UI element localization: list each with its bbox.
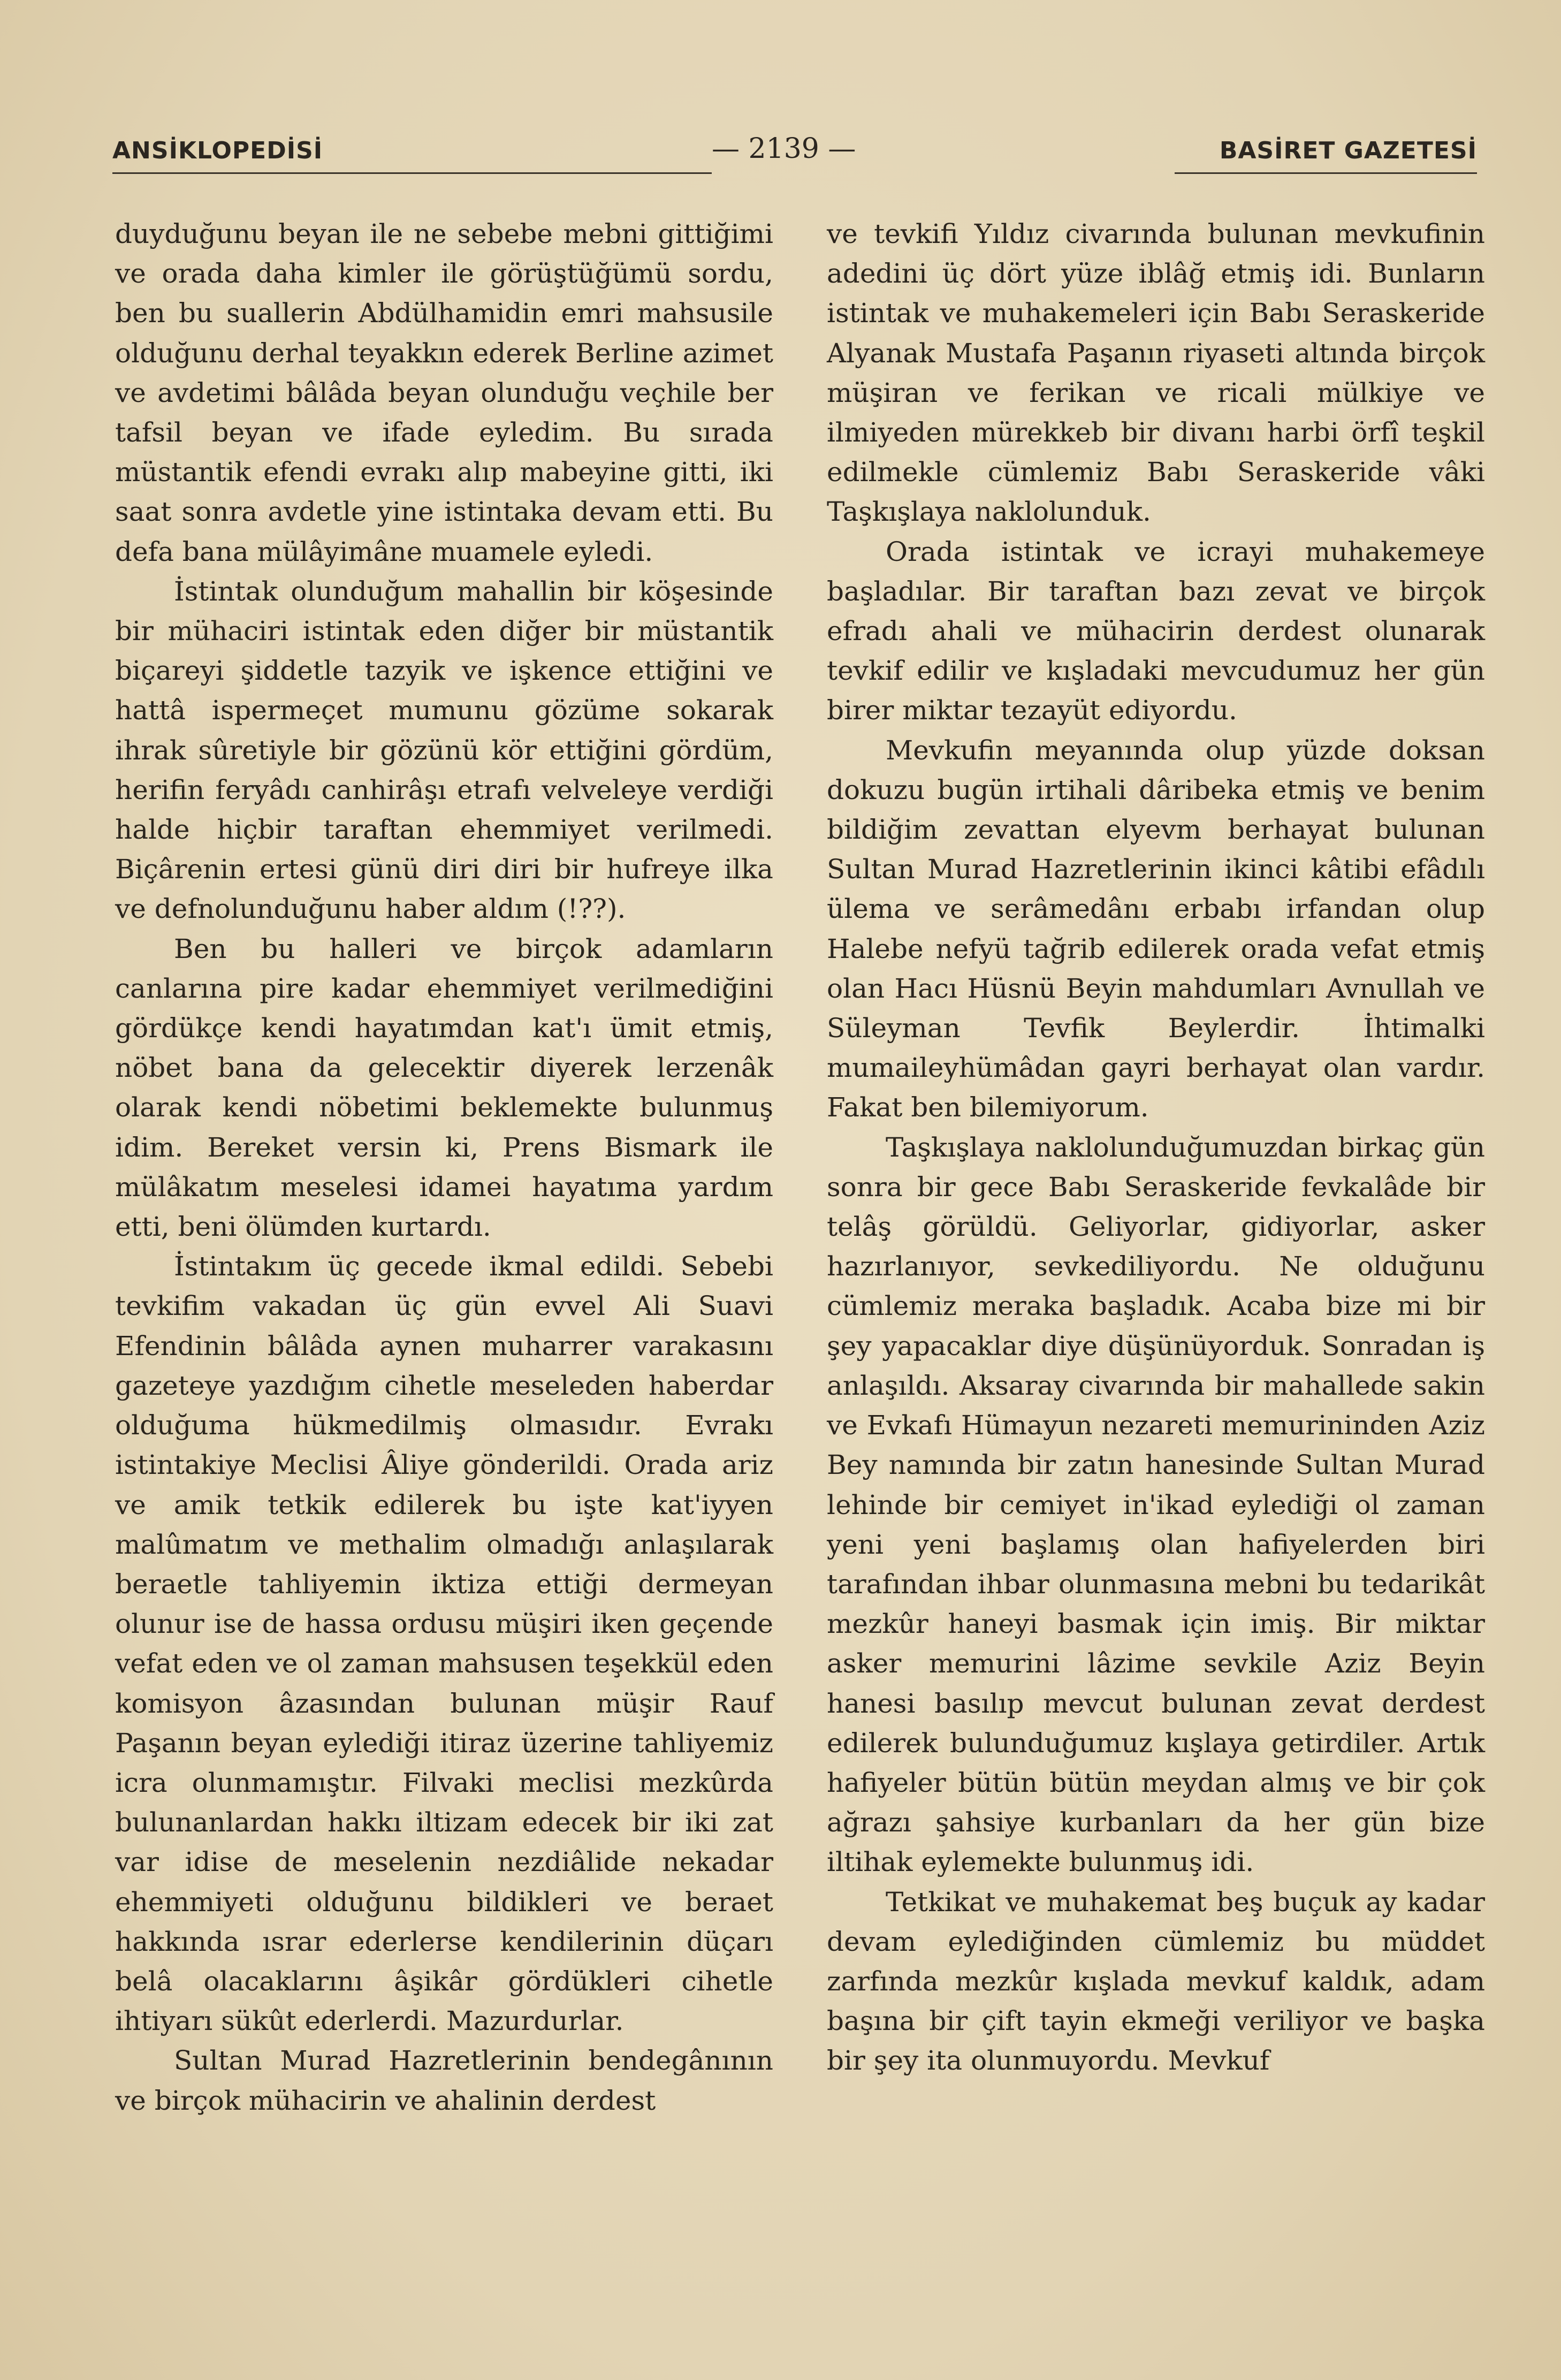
right-paragraph-1: ve tevkifi Yıldız civarında bulunan mevkufinin adedini üç dört yüze iblâğ etmiş idi. Bunların istintak ve muhakemeleri için Babı Seraskeride Alyanak Mustafa Paşanın riyaseti altında birçok müşiran ve ferikan ve ricali mülkiye ve ilmiyeden mürekkeb bir divanı harbi örfî teşkil edilmekle cümlemiz Babı Seraskeride vâki Taşkışlaya naklolunduk.	[827, 218, 1485, 528]
left-paragraph-3: Ben bu halleri ve birçok adamların canlarına pire kadar ehemmiyet verilmediğini gördükçe kendi hayatımdan kat'ı ümit etmiş, nöbet bana da gelecektir diyerek lerzenâk olarak kendi nöbetimi beklemekte bulunmuş idim. Bereket versin ki, Prens Bismark ile mülâkatım meselesi idamei hayatıma yardım etti, beni ölümden kurtardı.	[115, 933, 773, 1243]
left-paragraph-5: Sultan Murad Hazretlerinin bendegânının ve birçok mühacirin ve ahalinin derdest	[115, 2045, 773, 2116]
right-paragraph-3: Mevkufin meyanında olup yüzde doksan dokuzu bugün irtihali dâribeka etmiş ve benim bildiğim zevattan elyevm berhayat bulunan Sultan Murad Hazretlerinin ikinci kâtibi efâdılı ülema ve serâmedânı erbabı irfandan olup Halebe nefyü tağrib edilerek orada vefat etmiş olan Hacı Hüsnü Beyin mahdumları Avnullah ve Süleyman Tevfik Beylerdir. İhtimalki mumaileyhümâdan gayri berhayat olan vardır. Fakat ben bilemiyorum.	[827, 734, 1485, 1123]
header-rule-left	[112, 172, 712, 174]
page-number: — 2139 —	[712, 133, 856, 165]
left-column	[115, 214, 773, 2120]
header-right-title: BASİRET GAZETESİ	[1219, 137, 1477, 164]
right-paragraph-4: Taşkışlaya naklolunduğumuzdan birkaç gün sonra bir gece Babı Seraskeride fevkalâde bir telâş görüldü. Geliyorlar, gidiyorlar, asker hazırlanıyor, sevkediliyordu. Ne olduğunu cümlemiz meraka başladık. Acaba bize mi bir şey yapacaklar diye düşünüyorduk. Sonradan iş anlaşıldı. Aksaray civarında bir mahallede sakin ve Evkafı Hümayun nezareti memurininden Aziz Bey namında bir zatın hanesinde Sultan Murad lehinde bir cemiyet in'ikad eylediği ol zaman yeni yeni başlamış olan hafiyelerden biri tarafından ihbar olunmasına mebni bu tedarikât mezkûr haneyi basmak için imiş. Bir miktar asker memurini lâzime sevkile Aziz Beyin hanesi basılıp mevcut bulunan zevat derdest edilerek bulunduğumuz kışlaya getirdiler. Artık hafiyeler bütün bütün meydan almış ve bir çok ağrazı şahsiye kurbanları da her gün bize iltihak eylemekte bulunmuş idi.	[827, 1131, 1485, 1878]
left-paragraph-4: İstintakım üç gecede ikmal edildi. Sebebi tevkifim vakadan üç gün evvel Ali Suavi Efendinin bâlâda aynen muharrer varakasını gazeteye yazdığım cihetle meseleden haberdar olduğuma hükmedilmiş olmasıdır. Evrakı istintakiye Meclisi Âliye gönderildi. Orada ariz ve amik tetkik edilerek bu işte kat'iyyen malûmatım ve methalim olmadığı anlaşılarak beraetle tahliyemin iktiza ettiği dermeyan olunur ise de hassa ordusu müşiri iken geçende vefat eden ve ol zaman mahsusen teşekkül eden komisyon âzasından bulunan müşir Rauf Paşanın beyan eylediği itiraz üzerine tahliyemiz icra olunmamıştır. Filvaki meclisi mezkûrda bulunanlardan hakkı iltizam edecek bir iki zat var idise de meselenin nezdiâlide nekadar ehemmiyeti olduğunu bildikleri ve beraet hakkında ısrar ederlerse kendilerinin düçarı belâ olacaklarını âşikâr gördükleri cihetle ihtiyarı sükût ederlerdi. Mazurdurlar.	[115, 1251, 773, 2037]
right-column	[827, 214, 1485, 2081]
right-paragraph-5: Tetkikat ve muhakemat beş buçuk ay kadar devam eylediğinden cümlemiz bu müddet zarfında mezkûr kışlada mevkuf kaldık, adam başına bir çift tayin ekmeği veriliyor ve başka bir şey ita olunmuyordu. Mevkuf	[827, 1886, 1485, 2077]
page-header	[112, 127, 1477, 176]
header-rule-right	[1175, 172, 1477, 174]
header-left-title: ANSİKLOPEDİSİ	[112, 137, 323, 164]
left-paragraph-1: duyduğunu beyan ile ne sebebe mebni gittiğimi ve orada daha kimler ile görüştüğümü sordu, ben bu suallerin Abdülhamidin emri mahsusile olduğunu derhal teyakkın ederek Berline azimet ve avdetimi bâlâda beyan olunduğu veçhile ber tafsil beyan ve ifade eyledim. Bu sırada müstantik efendi evrakı alıp mabeyine gitti, iki saat sonra avdetle yine istintaka devam etti. Bu defa bana mülâyimâne muamele eyledi.	[115, 218, 773, 567]
right-paragraph-2: Orada istintak ve icrayi muhakemeye başladılar. Bir taraftan bazı zevat ve birçok efradı ahali ve mühacirin derdest olunarak tevkif edilir ve kışladaki mevcudumuz her gün birer miktar tezayüt ediyordu.	[827, 536, 1485, 726]
left-paragraph-2: İstintak olunduğum mahallin bir köşesinde bir mühaciri istintak eden diğer bir müstantik biçareyi şiddetle tazyik ve işkence ettiğini ve hattâ ispermeçet mumunu gözüme sokarak ihrak sûretiyle bir gözünü kör ettiğini gördüm, herifin feryâdı canhirâşı etrafı velveleye verdiği halde hiçbir taraftan ehemmiyet verilmedi. Biçârenin ertesi günü diri diri bir hufreye ilka ve defnolunduğunu haber aldım (!??).	[115, 575, 773, 925]
